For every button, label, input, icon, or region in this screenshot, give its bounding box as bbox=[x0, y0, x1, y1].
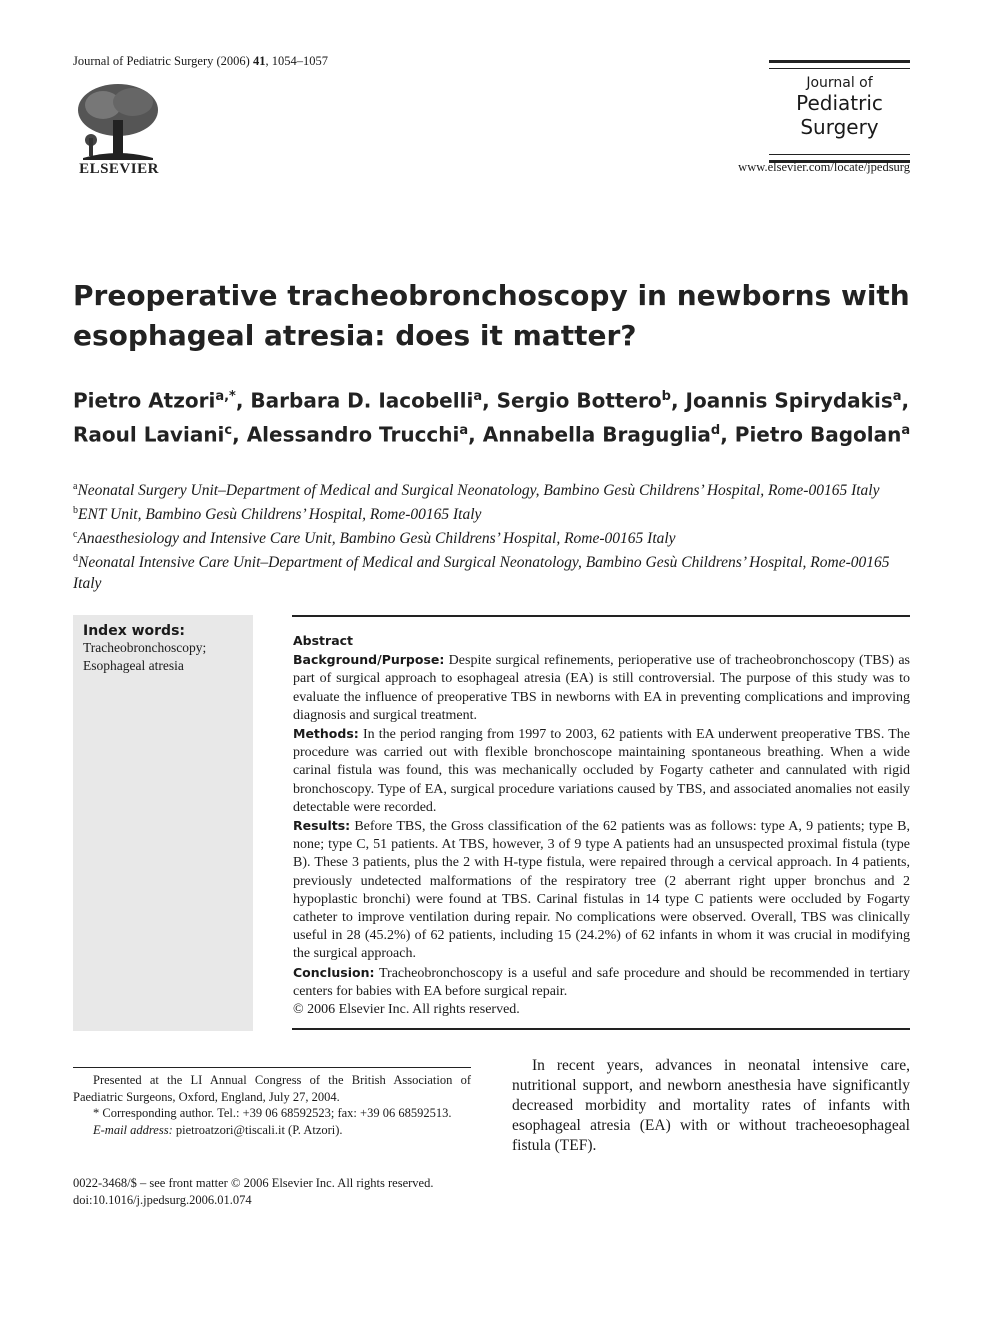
abstract-top-rule bbox=[292, 615, 910, 617]
abstract-results: Results: Before TBS, the Gross classification of the 62 patients was as follows: type A, 9 patients; type B, none; type C, 51 patients. At TBS, however, 3 of 9 type A patients had an unsuspected proximal fistula (type B). These 3 patients, plus the 2 with H-type fistula, were repaired through a cervical approach. In 4 patients, previously undetected malformations of the respiratory tree (2 aberrant right upper bronchus and 2 hypoplastic bronchi) were found at TBS. Carinal fistulas in 14 type C patients were occluded by Fogarty catheter to improve ventilation during repair. No complications were observed. Overall, TBS was clinically useful in 28 (45.2%) of 62 patients, including 15 (24.2%) of 62 infants in whom it was crucial in modifying the surgical approach. bbox=[293, 818, 910, 962]
affiliation: $^c$Anaesthesiology and Intensive Care Unit, Bambino Gesù Childrens’ Hospital, Rome-00165 Italy bbox=[73, 529, 676, 548]
journal-logo-line3: Surgery bbox=[800, 115, 879, 139]
footnote-corresponding: * Corresponding author. Tel.: +39 06 68592523; fax: +39 06 68592513. bbox=[93, 1106, 452, 1120]
author-affiliation-marker: a bbox=[901, 422, 911, 438]
author-name: Alessandro Trucchi bbox=[246, 422, 460, 447]
journal-logo-line2: Pediatric bbox=[796, 91, 883, 115]
author-affiliation-marker: a bbox=[892, 389, 902, 404]
author-affiliation-marker: a bbox=[459, 422, 469, 438]
index-words-heading: Index words: bbox=[83, 623, 186, 639]
affiliations bbox=[73, 477, 893, 594]
author-name: Raoul Laviani bbox=[73, 422, 225, 447]
author-name: Joannis Spirydakis bbox=[685, 388, 893, 413]
index-words-box bbox=[73, 615, 253, 1031]
footnote-presented: Presented at the LI Annual Congress of the British Association of Paediatric Surgeons, Oxford, England, July 27, 2004. bbox=[73, 1073, 471, 1104]
issn-doi bbox=[73, 1175, 493, 1209]
author-affiliation-marker: c bbox=[224, 422, 233, 438]
doi-line[interactable]: doi:10.1016/j.jpedsurg.2006.01.074 bbox=[73, 1193, 252, 1207]
abstract bbox=[293, 632, 910, 1019]
author-name: Barbara D. Iacobelli bbox=[250, 388, 474, 413]
footnotes bbox=[73, 1072, 471, 1138]
abstract-heading: Abstract bbox=[293, 633, 354, 648]
author-affiliation-marker: b bbox=[661, 389, 671, 404]
author-name: Pietro Atzori bbox=[73, 388, 216, 413]
abstract-methods: Methods: In the period ranging from 1997 to 2003, 62 patients with EA underwent preoperative TBS. The procedure was carried out with flexible bronchoscope maintaining spontaneous breathing. When a wide carinal fistula was found, this was mechanically occluded by Fogarty catheter and cannulated with rigid bronchoscopy. Type of EA, surgical procedure variations caused by TBS, and associated anomalies not easily detectable were recorded. bbox=[293, 726, 911, 815]
author-name: Sergio Bottero bbox=[496, 388, 662, 413]
abstract-bottom-rule bbox=[292, 1028, 910, 1030]
intro-paragraph: In recent years, advances in neonatal intensive care, nutritional support, and newborn anesthesia have significantly decreased morbidity and mortality rates of infants with esophageal atresia (EA) with or without tracheoesophageal fistula (TEF). bbox=[512, 1057, 910, 1154]
keyword: Tracheobronchoscopy; bbox=[83, 640, 207, 655]
journal-logo bbox=[769, 60, 910, 163]
footnote-email: E-mail address: pietroatzori@tiscali.it (P. Atzori). bbox=[93, 1122, 343, 1137]
affiliation: $^d$Neonatal Intensive Care Unit–Department of Medical and Surgical Neonatology, Bambino Gesù Childrens’ Hospital, Rome-00165 Italy bbox=[73, 553, 890, 592]
author-affiliation-marker: a,* bbox=[215, 389, 236, 404]
author-affiliation-marker: d bbox=[710, 422, 721, 438]
author-name: Pietro Bagolan bbox=[734, 422, 902, 447]
journal-citation: Journal of Pediatric Surgery (2006) 41, 1054–1057 bbox=[73, 54, 328, 68]
author-name: Annabella Braguglia bbox=[482, 422, 711, 447]
journal-url[interactable]: www.elsevier.com/locate/jpedsurg bbox=[738, 160, 910, 174]
abstract-copyright: © 2006 Elsevier Inc. All rights reserved. bbox=[293, 1002, 520, 1018]
affiliation: $^a$Neonatal Surgery Unit–Department of Medical and Surgical Neonatology, Bambino Gesù Childrens’ Hospital, Rome-00165 Italy bbox=[73, 481, 880, 500]
author-affiliation-marker: a bbox=[473, 389, 483, 404]
article-title: Preoperative tracheobronchoscopy in newborns with esophageal atresia: does it matter? bbox=[73, 279, 910, 352]
keyword: Esophageal atresia bbox=[83, 658, 184, 673]
author-list: Pietro Atzori$^{a,*}$, Barbara D. Iacobelli$^a$, Sergio Bottero$^b$, Joannis Spirydakis$^a$, Raoul Laviani$^c$, Alessandro Trucchi$^a$, Annabella Braguglia$^d$, Pietro Bagolan$^a$ bbox=[73, 388, 911, 447]
abstract-background: Background/Purpose: Despite surgical refinements, perioperative use of tracheobronchoscopy (TBS) as part of surgical approach to esophageal atresia (EA) is still controversial. The purpose of this study was to evaluate the influence of preoperative TBS in newborns with EA in preventing complications and improving diagnosis and surgical treatment. bbox=[293, 652, 910, 723]
issn-line: 0022-3468/$ – see front matter © 2006 Elsevier Inc. All rights reserved. bbox=[73, 1176, 434, 1190]
publisher-name: ELSEVIER bbox=[79, 161, 159, 177]
journal-logo-line1: Journal of bbox=[806, 75, 873, 91]
abstract-conclusion: Conclusion: Tracheobronchoscopy is a useful and safe procedure and should be recommended in tertiary centers for babies with EA before surgical repair. bbox=[293, 964, 911, 999]
email-link[interactable]: pietroatzori@tiscali.it (P. Atzori). bbox=[175, 1122, 343, 1137]
footnote-rule bbox=[73, 1067, 471, 1068]
affiliation: $^b$ENT Unit, Bambino Gesù Childrens’ Hospital, Rome-00165 Italy bbox=[73, 505, 482, 524]
